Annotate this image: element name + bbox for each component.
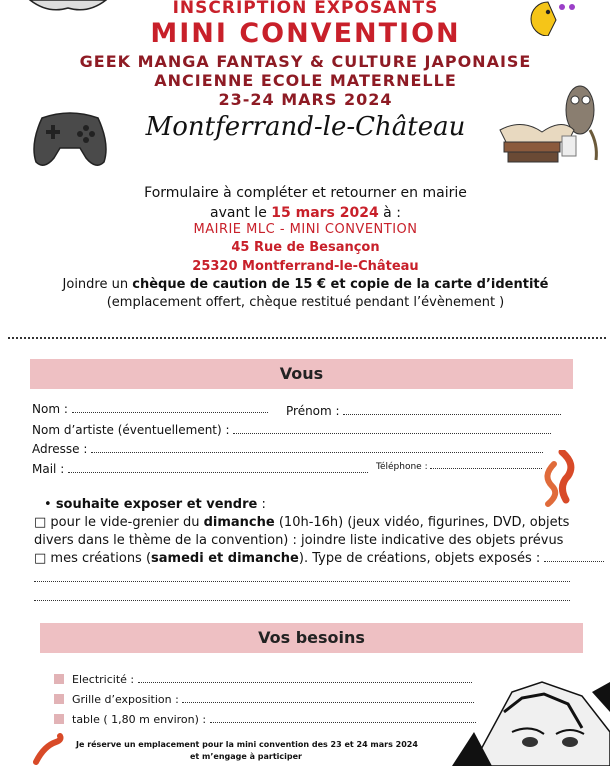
grille-label: Grille d’exposition :	[72, 693, 179, 706]
intro-line1: Formulaire à compléter et retourner en mairie	[144, 185, 467, 201]
footer-engagement-line2: et m’engage à participer	[190, 752, 302, 761]
option1-suffix: (10h-16h) (jeux vidéo, figurines, DVD, objets	[274, 515, 570, 530]
address-line3: 25320 Montferrand-le-Château	[192, 259, 419, 274]
option2-days: samedi et dimanche	[151, 551, 299, 566]
electricite-input-line[interactable]	[138, 672, 472, 683]
prenom-label: Prénom :	[286, 404, 340, 418]
table-checkbox[interactable]	[54, 714, 64, 724]
koi-fish-small-illustration	[30, 732, 66, 766]
intro-deadline-date: 15 mars 2024	[271, 205, 379, 221]
address-line1: MAIRIE MLC - MINI CONVENTION	[193, 222, 418, 237]
electricite-checkbox[interactable]	[54, 674, 64, 684]
option2-suffix: ). Type de créations, objets exposés :	[298, 551, 541, 566]
creations-line-3[interactable]	[34, 599, 570, 601]
grille-checkbox[interactable]	[54, 694, 64, 704]
nom-input-line[interactable]	[72, 402, 268, 413]
option1-day: dimanche	[203, 515, 275, 530]
option-vide-grenier[interactable]	[34, 514, 574, 550]
souhaite-colon: :	[257, 497, 266, 512]
option1-prefix: □ pour le vide-grenier du	[34, 515, 204, 530]
join-note: (emplacement offert, chèque restitué pendant l’évènement )	[106, 295, 505, 310]
intro-deadline-prefix: avant le	[210, 205, 272, 221]
table-label: table ( 1,80 m environ) :	[72, 713, 207, 726]
besoin-grille[interactable]	[54, 692, 474, 706]
option1-line2: divers dans le thème de la convention) : joindre liste indicative des objets prévus	[34, 533, 564, 548]
manga-character-illustration	[452, 672, 610, 766]
header-theme: GEEK MANGA FANTASY & CULTURE JAPONAISE	[79, 52, 532, 71]
join-prefix: Joindre un	[62, 277, 133, 292]
mail-label: Mail :	[32, 462, 65, 476]
besoin-electricite[interactable]	[54, 672, 472, 686]
artiste-label: Nom d’artiste (éventuellement) :	[32, 423, 230, 437]
footer-engagement-line1: Je réserve un emplacement pour la mini convention des 23 et 24 mars 2024	[76, 740, 418, 749]
option-creations[interactable]	[34, 550, 604, 568]
telephone-input-line[interactable]	[430, 460, 542, 469]
besoin-table[interactable]	[54, 712, 476, 726]
mail-field[interactable]	[32, 462, 368, 476]
join-requirements: chèque de caution de 15 € et copie de la carte d’identité	[132, 277, 549, 292]
prenom-input-line[interactable]	[343, 404, 561, 415]
artiste-field[interactable]	[32, 423, 551, 437]
grille-input-line[interactable]	[182, 692, 474, 703]
intro-line2	[0, 204, 611, 222]
adresse-input-line[interactable]	[91, 442, 543, 453]
header-town: Montferrand-le-Château	[145, 112, 466, 142]
koi-fish-illustration	[538, 450, 584, 508]
nom-field[interactable]	[32, 402, 268, 416]
telephone-label: Téléphone :	[376, 462, 428, 472]
telephone-field[interactable]	[376, 460, 542, 472]
option2-prefix: □ mes créations (	[34, 551, 152, 566]
header-subtitle: INSCRIPTION EXPOSANTS	[172, 0, 439, 18]
adresse-field[interactable]	[32, 442, 543, 456]
page-title: MINI CONVENTION	[150, 18, 461, 49]
souhaite-bullet: souhaite exposer et vendre	[55, 497, 258, 512]
section-divider	[8, 337, 606, 339]
intro-deadline-suffix: à :	[378, 205, 401, 221]
header-dates: 23-24 MARS 2024	[218, 90, 393, 109]
table-input-line[interactable]	[210, 712, 476, 723]
nom-label: Nom :	[32, 402, 68, 416]
creations-input-line[interactable]	[544, 551, 604, 562]
electricite-label: Electricité :	[72, 673, 135, 686]
prenom-field[interactable]	[286, 404, 561, 418]
creations-line-2[interactable]	[34, 580, 570, 582]
mail-input-line[interactable]	[68, 462, 368, 473]
souhaite-heading: • souhaite exposer et vendre :	[44, 497, 266, 512]
artiste-input-line[interactable]	[233, 423, 551, 434]
adresse-label: Adresse :	[32, 442, 88, 456]
section-header-vous: Vous	[30, 359, 573, 389]
address-line2: 45 Rue de Besançon	[231, 240, 380, 255]
join-line	[0, 276, 611, 294]
section-header-besoins: Vos besoins	[40, 623, 583, 653]
header-venue: ANCIENNE ECOLE MATERNELLE	[154, 71, 457, 90]
